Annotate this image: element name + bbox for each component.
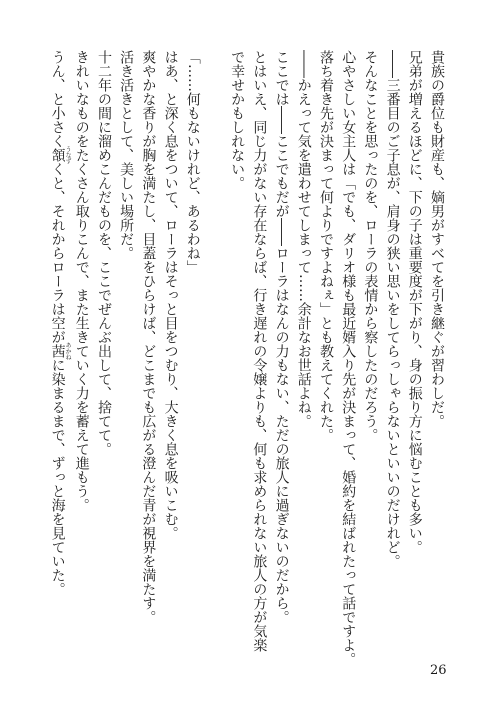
text-line: 「……何もないけれど、あるわね」 xyxy=(184,50,201,274)
text-line: 貴族の爵位も財産も、嫡男がすべてを引き継ぐが習わしだ。 xyxy=(429,50,445,428)
text-line: はあ、と深く息をついて、ローラはそっと目をつむり、大きく息を吸いこむ。 xyxy=(162,50,179,540)
text-line: 爽やかな香りが胸を満たし、目蓋をひらけば、どこまでも広がる澄んだ青が視界を満たす。 xyxy=(140,50,157,624)
text-line: そんなことを思ったのを、ローラの表情から察したのだろう。 xyxy=(362,50,379,442)
text-line: とはいえ、同じ力がない存在ならば、行き遅れの令嬢よりも、何も求められない旅人の方が気楽 xyxy=(251,50,268,652)
text-line: 兄弟が増えるほどに、下の子は重要度が下がり、身の振り方に悩むことも多い。 xyxy=(406,50,423,554)
text-line: 活き活きとして、美しい場所だ。 xyxy=(118,50,135,260)
ruby-akane: 茜あかね xyxy=(49,342,72,360)
page-number: 26 xyxy=(430,663,447,678)
text-line: ここでは――ここでもだが――ローラはなんの力もない、ただの旅人に過ぎないのだから。 xyxy=(273,50,290,624)
text-line: ――かえって気を遣わせてしまって……余計なお世話よね。 xyxy=(295,50,312,428)
text-line: で幸せかもしれない。 xyxy=(229,50,246,190)
ruby-nod: 頷うなず xyxy=(49,146,72,164)
text-line: 落ち着き先が決まって何よりですよねぇ」とも教えてくれた。 xyxy=(317,50,334,442)
text-line: 十二年の間に溜めこんだものを、ここでぜんぶ出して、捨てて。 xyxy=(95,50,112,456)
text-line: きれいなものをたくさん取りこんで、また生きていく力を蓄えて進もう。 xyxy=(73,50,90,512)
body-text xyxy=(46,50,448,666)
text-line: 心やさしい女主人は「でも、ダリオ様も最近婿入り先が決まって、婚約を結ばれたって話ですよ。 xyxy=(340,50,357,666)
blank-line xyxy=(204,50,226,625)
text-line: ――三番目のご子息が、肩身の狭い思いをしてらっしゃらないといいのだけれど。 xyxy=(384,50,401,568)
text-line: うん、と小さく頷うなずくと、それからローラは空が茜あかねに染まるまで、ずっと海を見ていた。 xyxy=(49,50,72,596)
